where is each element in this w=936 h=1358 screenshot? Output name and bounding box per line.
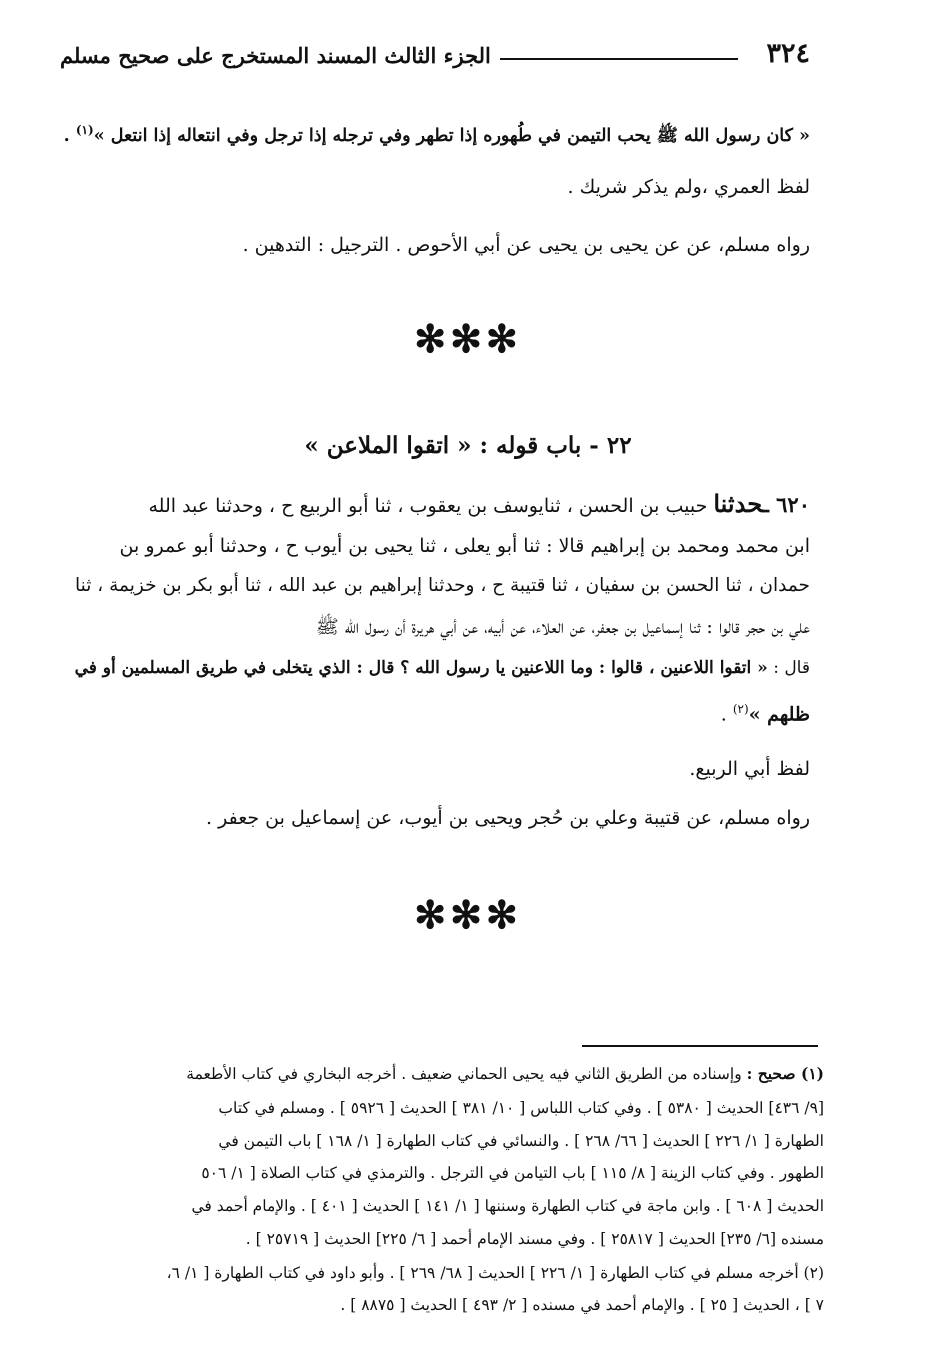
hadith-line-3: حمدان ، ثنا الحسن بن سفيان ، ثنا قتيبة ح ، وحدثنا إبراهيم بن عبد الله ، ثنا أبو بكر بن خزيمة ، ثنا <box>75 575 810 596</box>
footnote-1-line-6: مسنده [٦/ ٢٣٥] الحديث [ ٢٥٨١٧ ] . وفي مسند الإمام أحمد [ ٦/ ٢٢٥] الحديث [ ٢٥٧١٩ ] . <box>245 1230 824 1248</box>
footnote-1-line-4: الطهور . وفي كتاب الزينة [ ٨/ ١١٥ ] باب التيامن في الترجل . والترمذي في كتاب الصلاة [ ١/ ٥٠٦ <box>201 1164 824 1182</box>
page-header <box>60 38 810 78</box>
page-number: ٣٢٤ <box>766 38 810 69</box>
takhrij-line: رواه مسلم، عن عن يحيى بن يحيى عن أبي الأحوص . الترجيل : التدهين . <box>242 234 810 256</box>
hadith-line-2: ابن محمد ومحمد بن إبراهيم قالا : ثنا أبو يعلى ، ثنا يحيى بن أيوب ح ، وحدثنا أبو عمرو بن <box>119 535 810 557</box>
footnote-1-line-1 <box>186 1063 824 1085</box>
hadith-line-1 <box>149 489 811 521</box>
footnote-1-line-2: [٩/ ٤٣٦] الحديث [ ٥٣٨٠ ] . وفي كتاب اللباس [ ١٠/ ٣٨١ ] الحديث [ ٥٩٢٦ ] . ومسلم في كتاب <box>218 1099 824 1117</box>
hadith-text-line <box>64 115 810 151</box>
end-dot: . <box>63 125 70 146</box>
haddathana-word: حدثنا <box>713 489 763 518</box>
takhrij-line-2: رواه مسلم، عن قتيبة وعلي بن حُجر ويحيى بن أيوب، عن إسماعيل بن جعفر . <box>206 807 810 829</box>
hadith-matn-2: ظلهم » <box>748 703 810 726</box>
footnote-2-line-1: (٢) أخرجه مسلم في كتاب الطهارة [ ١/ ٢٢٦ ] الحديث [ ٦٨/ ٢٦٩ ] . وأبو داود في كتاب الطهارة [ ١/ ٦، <box>166 1264 824 1282</box>
wording-note-2: لفظ أبي الربيع. <box>689 758 810 780</box>
footnote-ref-2: (٢) <box>732 702 749 716</box>
qal-word: قال : <box>773 658 810 678</box>
end-dot-2: . <box>720 703 727 726</box>
hadith-line-5 <box>75 653 810 683</box>
chapter-title: ٢٢ - باب قوله : « اتقوا الملاعن » <box>304 432 632 459</box>
footnote-1-line-5: الحديث [ ٦٠٨ ] . وابن ماجة في كتاب الطهارة وسننها [ ١/ ١٤١ ] الحديث [ ٤٠١ ] . والإمام أحمد في <box>191 1197 824 1215</box>
footnote-1-line-3: الطهارة [ ١/ ٢٢٦ ] الحديث [ ٦٦/ ٢٦٨ ] . والنسائي في كتاب الطهارة [ ١/ ١٦٨ ] باب التيمن في <box>218 1132 824 1150</box>
wording-note: لفظ العمري ،ولم يذكر شريك . <box>567 176 810 198</box>
hadith-line-4: علي بن حجر قالوا : ثنا إسماعيل بن جعفر، عن العلاء، عن أبيه، عن أبي هريرة أن رسول الله ﷺ <box>315 616 810 638</box>
footnote-rule <box>582 1045 818 1047</box>
hadith-matn: « كان رسول الله ﷺ يحب التيمن في طُهوره إذا تطهر وفي ترجله إذا ترجل وفي انتعاله إذا انتعل » <box>93 125 810 146</box>
header-rule <box>500 58 738 60</box>
hadith-line-6 <box>721 694 810 729</box>
section-separator: ✻✻✻ <box>414 316 522 361</box>
footnote-1-text: وإسناده من الطريق الثاني فيه يحيى الحماني ضعيف . أخرجه البخاري في كتاب الأطعمة <box>186 1065 742 1083</box>
footnote-1-label: (١) صحيح : <box>746 1064 824 1083</box>
running-title: الجزء الثالث المسند المستخرج على صحيح مسلم <box>60 43 491 68</box>
hadith-number: ٦٢٠ ـ <box>762 492 810 517</box>
footnote-ref: (١) <box>75 123 94 137</box>
section-separator-2: ✻✻✻ <box>414 892 522 937</box>
footnote-2-line-2: ٧ ] ، الحديث [ ٢٥ ] . والإمام أحمد في مسنده [ ٢/ ٤٩٣ ] الحديث [ ٨٨٧٥ ] . <box>340 1296 824 1314</box>
hadith-matn-1: « اتقوا اللاعنين ، قالوا : وما اللاعنين يا رسول الله ؟ قال : الذي يتخلى في طريق المسلمين أو في <box>74 658 768 678</box>
isnad-text: حبيب بن الحسن ، ثنايوسف بن يعقوب ، ثنا أبو الربيع ح ، وحدثنا عبد الله <box>148 495 708 517</box>
